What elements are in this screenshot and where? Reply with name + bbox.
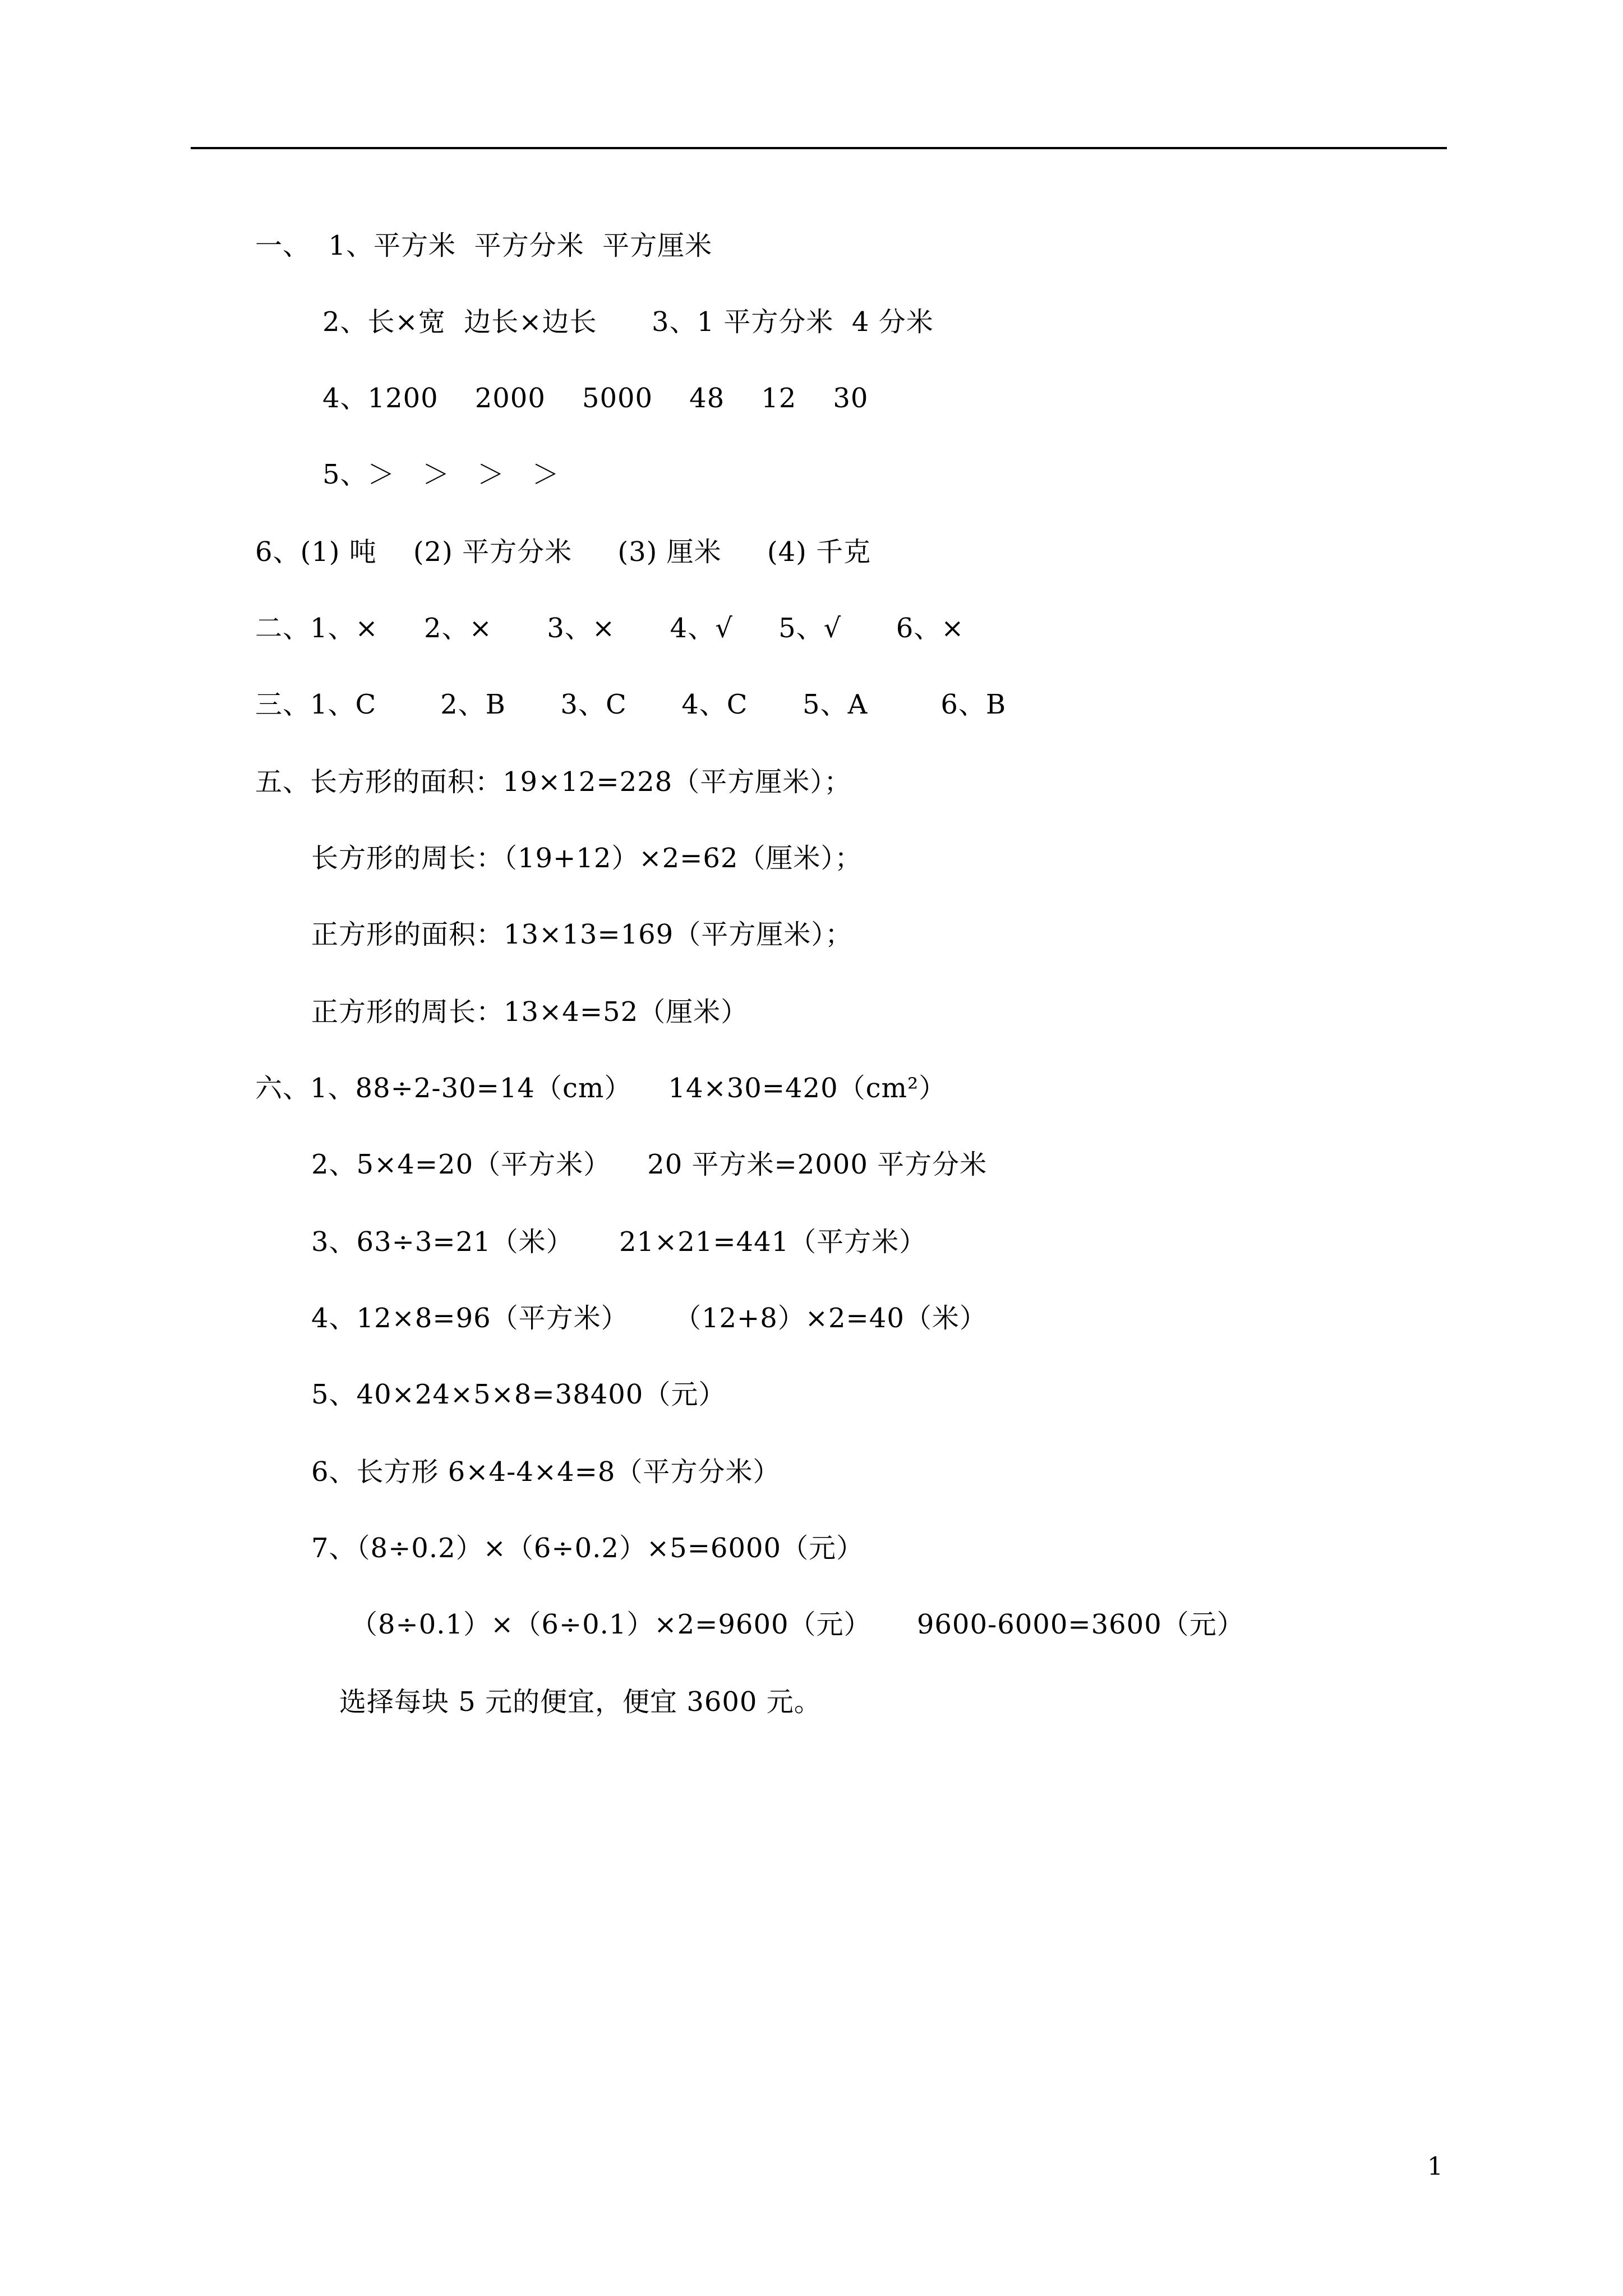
- answer-line-2: 二、1、× 2、× 3、× 4、√ 5、√ 6、×: [255, 613, 965, 644]
- answer-line-1-4: 4、1200 2000 5000 48 12 30: [322, 383, 869, 414]
- answer-line-1-1: 一、 1、平方米 平方分米 平方厘米: [255, 230, 713, 261]
- answer-line-6-2: 2、5×4=20（平方米） 20 平方米=2000 平方分米: [311, 1149, 988, 1180]
- answer-line-6-4: 4、12×8=96（平方米） （12+8）×2=40（米）: [311, 1303, 987, 1334]
- answer-line-6-6: 6、长方形 6×4-4×4=8（平方分米）: [311, 1456, 781, 1488]
- answer-line-3: 三、1、C 2、B 3、C 4、C 5、A 6、B: [255, 689, 1007, 720]
- answer-line-6-5: 5、40×24×5×8=38400（元）: [311, 1379, 726, 1410]
- answer-line-5-4: 正方形的周长：13×4=52（厘米）: [311, 996, 749, 1028]
- answer-line-5-1: 五、长方形的面积：19×12=228（平方厘米）；: [255, 766, 852, 798]
- answer-line-6-7a: 7、（8÷0.2）×（6÷0.2）×5=6000（元）: [311, 1533, 864, 1564]
- answer-line-6-1: 六、1、88÷2-30=14（cm） 14×30=420（cm²）: [255, 1073, 947, 1104]
- answer-line-1-2: 2、长×宽 边长×边长 3、1 平方分米 4 分米: [322, 306, 934, 338]
- header-rule: [191, 147, 1447, 149]
- answer-line-6-7b: （8÷0.1）×（6÷0.1）×2=9600（元） 9600-6000=3600（元）: [351, 1609, 1244, 1640]
- page-number: 1: [1427, 2152, 1443, 2181]
- answer-line-6-7c: 选择每块 5 元的便宜，便宜 3600 元。: [339, 1686, 822, 1718]
- answer-line-1-5: 5、＞ ＞ ＞ ＞: [322, 459, 560, 490]
- answer-line-1-6: 6、(1) 吨 (2) 平方分米 (3) 厘米 (4) 千克: [255, 536, 872, 568]
- answer-line-5-2: 长方形的周长：（19+12）×2=62（厘米）；: [311, 843, 863, 874]
- answer-line-5-3: 正方形的面积：13×13=169（平方厘米）；: [311, 919, 853, 950]
- answer-line-6-3: 3、63÷3=21（米） 21×21=441（平方米）: [311, 1226, 927, 1258]
